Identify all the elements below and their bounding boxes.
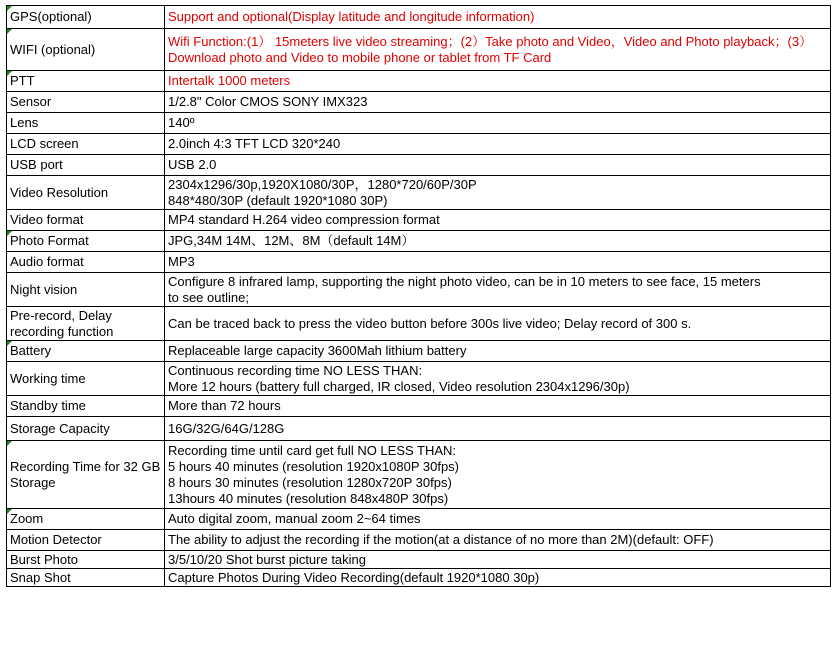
spec-row [7,134,831,155]
spec-row [7,417,831,441]
spec-row [7,362,831,396]
spec-key [7,92,165,113]
spec-value: Intertalk 1000 meters [165,71,831,92]
spec-key [7,341,165,362]
spec-row [7,92,831,113]
spec-key-text: PTT [10,73,35,88]
spec-value: Continuous recording time NO LESS THAN: More 12 hours (battery full charged, IR closed, Video resolution 2304x1296/30p) [165,362,831,396]
spec-key [7,417,165,441]
spec-table [6,5,831,587]
comment-marker-icon [7,231,12,236]
spec-value: 2.0inch 4:3 TFT LCD 320*240 [165,134,831,155]
spec-row [7,341,831,362]
spec-value: Recording time until card get full NO LESS THAN: 5 hours 40 minutes (resolution 1920x1080P 30fps) 8 hours 30 minutes (resolution 1280x720P 30fps) 13hours 40 minutes (resolution 848x480P 30fps) [165,441,831,509]
spec-key-text: Zoom [10,511,44,526]
spec-value: Wifi Function:(1） 15meters live video streaming；(2）Take photo and Video，Video and Photo playback；(3） Download photo and Video to mobile phone or tablet from TF Card [165,29,831,71]
spec-key [7,155,165,176]
spec-key [7,134,165,155]
spec-value: Auto digital zoom, manual zoom 2~64 times [165,509,831,530]
spec-row [7,273,831,307]
spec-row [7,569,831,587]
comment-marker-icon [7,441,12,446]
spec-key-text: Pre-record, Delay recording function [10,307,114,339]
spec-key [7,441,165,509]
comment-marker-icon [7,341,12,346]
spec-key-text: Working time [10,370,86,386]
spec-row [7,307,831,341]
spec-value: USB 2.0 [165,155,831,176]
spec-key [7,551,165,569]
spec-key [7,113,165,134]
spec-key-text: Video format [10,212,84,227]
spec-key-text: Storage Capacity [10,420,110,436]
spec-row [7,6,831,29]
spec-key-text: Burst Photo [10,551,78,567]
spec-row [7,176,831,210]
spec-key [7,6,165,29]
spec-row [7,71,831,92]
spec-key [7,509,165,530]
spec-value: The ability to adjust the recording if the motion(at a distance of no more than 2M)(default: OFF) [165,530,831,551]
comment-marker-icon [7,29,12,34]
spec-value: 1/2.8" Color CMOS SONY IMX323 [165,92,831,113]
spec-value: Configure 8 infrared lamp, supporting the night photo video, can be in 10 meters to see face, 15 meters to see outline; [165,273,831,307]
spec-key-text: Snap Shot [10,569,71,585]
spec-key [7,273,165,307]
spec-key [7,307,165,341]
spec-value: Replaceable large capacity 3600Mah lithium battery [165,341,831,362]
spec-key-text: Video Resolution [10,184,109,200]
spec-row [7,29,831,71]
spec-key-text: LCD screen [10,136,79,151]
spec-key [7,29,165,71]
spec-key [7,252,165,273]
spec-key [7,569,165,587]
spec-key [7,396,165,417]
spec-row [7,509,831,530]
spec-row [7,551,831,569]
spec-key-text: Audio format [10,254,84,269]
spec-value: Can be traced back to press the video button before 300s live video; Delay record of 300 s. [165,307,831,341]
spec-value: 3/5/10/20 Shot burst picture taking [165,551,831,569]
spec-key [7,176,165,210]
spec-key-text: Standby time [10,398,86,413]
spec-value: JPG,34M 14M、12M、8M（default 14M） [165,231,831,252]
spec-value: 140º [165,113,831,134]
spec-row [7,113,831,134]
comment-marker-icon [7,6,12,11]
spec-value: Support and optional(Display latitude and longitude information) [165,6,831,29]
spec-key-text: Photo Format [10,233,89,248]
spec-value: MP3 [165,252,831,273]
spec-key-text: Recording Time for 32 GB Storage [10,458,161,490]
spec-key [7,362,165,396]
spec-key [7,210,165,231]
spec-key-text: USB port [10,157,63,172]
spec-key-text: WIFI (optional) [10,41,96,57]
spec-key [7,530,165,551]
spec-value: Capture Photos During Video Recording(default 1920*1080 30p) [165,569,831,587]
spec-key-text: Night vision [10,281,78,297]
spec-row [7,530,831,551]
spec-row [7,252,831,273]
spec-key-text: GPS(optional) [10,9,92,24]
comment-marker-icon [7,71,12,76]
spec-row [7,210,831,231]
spec-key-text: Motion Detector [10,532,102,547]
spec-key-text: Lens [10,115,39,130]
spec-key-text: Battery [10,343,52,358]
spec-row [7,155,831,176]
spec-table-body [7,6,831,587]
spec-row [7,231,831,252]
spec-value: MP4 standard H.264 video compression format [165,210,831,231]
comment-marker-icon [7,509,12,514]
spec-key [7,71,165,92]
spec-value: More than 72 hours [165,396,831,417]
spec-key [7,231,165,252]
spec-value: 2304x1296/30p,1920X1080/30P，1280*720/60P/30P 848*480/30P (default 1920*1080 30P) [165,176,831,210]
spec-key-text: Sensor [10,94,52,109]
spec-value: 16G/32G/64G/128G [165,417,831,441]
spec-row [7,396,831,417]
spec-row [7,441,831,509]
